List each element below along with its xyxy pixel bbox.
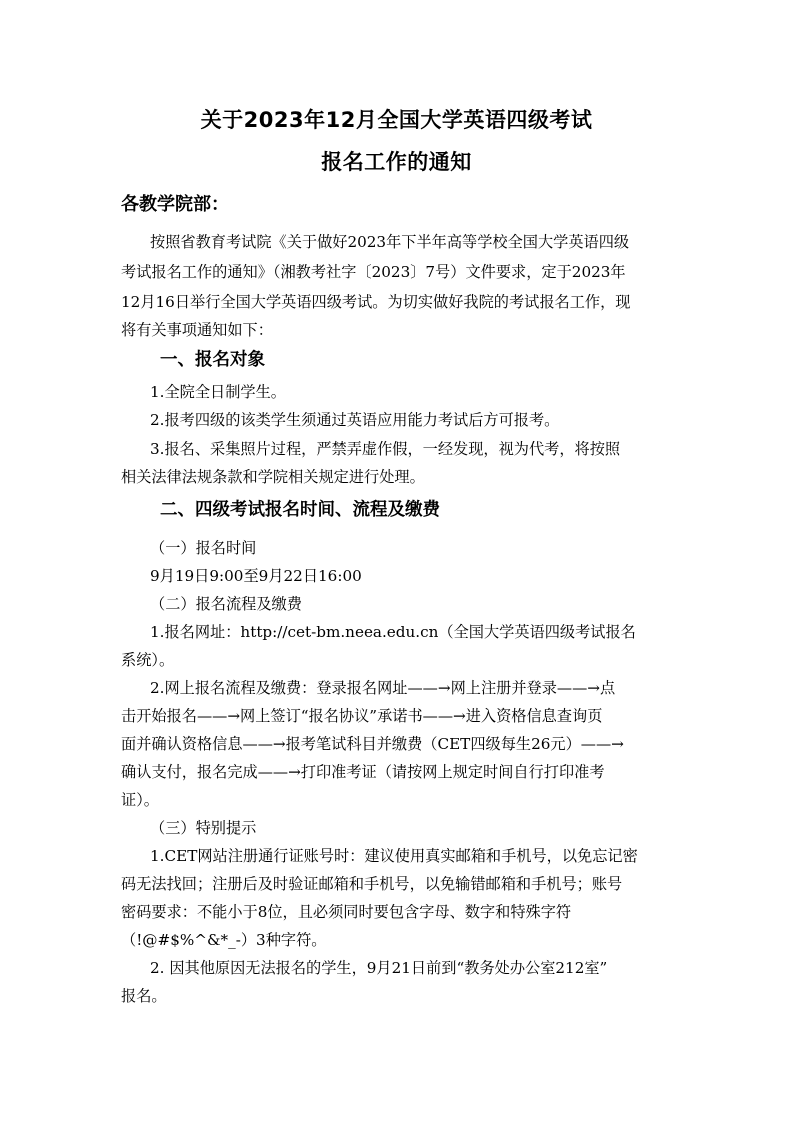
document-title-line-1: 关于2023年12月全国大学英语四级考试 xyxy=(200,108,593,132)
registration-url-line: 1.报名网址：http://cet-bm.neea.edu.cn（全国大学英语四级考试报名 xyxy=(150,623,636,641)
document-title-line-2: 报名工作的通知 xyxy=(321,150,472,174)
intro-line: 考试报名工作的通知》（湘教考社字〔2023〕7号）文件要求，定于2023年 xyxy=(121,263,626,281)
salutation: 各教学院部： xyxy=(121,194,229,215)
body-line: 密码要求：不能小于8位，且必须同时要包含字母、数字和特殊字符 xyxy=(121,903,572,921)
registration-time: 9月19日9:00至9月22日16:00 xyxy=(150,567,362,585)
section1-item: 相关法律法规条款和学院相关规定进行处理。 xyxy=(121,468,425,486)
section1-item: 1.全院全日制学生。 xyxy=(150,383,286,401)
body-line: （!@#$%^&*_-）3种字符。 xyxy=(121,931,327,949)
body-line: 报名。 xyxy=(121,987,167,1005)
body-line: 2. 因其他原因无法报名的学生，9月21日前到“教务处办公室212室” xyxy=(150,959,608,977)
body-line: 确认支付，报名完成——→打印准考证（请按网上规定时间自行打印准考 xyxy=(121,763,605,781)
body-line: 面并确认资格信息——→报考笔试科目并缴费（CET四级每生26元）——→ xyxy=(121,735,624,753)
body-line: 证）。 xyxy=(121,791,159,809)
body-line: 码无法找回；注册后及时验证邮箱和手机号，以免输错邮箱和手机号；账号 xyxy=(121,875,623,893)
section1-item: 2.报考四级的该类学生须通过英语应用能力考试后方可报考。 xyxy=(150,411,560,429)
body-line: 击开始报名——→网上签订“报名协议”承诺书——→进入资格信息查询页 xyxy=(121,707,603,725)
subsection-heading: （一）报名时间 xyxy=(150,539,257,557)
section1-item: 3.报名、采集照片过程，严禁弄虚作假，一经发现，视为代考，将按照 xyxy=(150,440,621,458)
intro-line: 按照省教育考试院《关于做好2023年下半年高等学校全国大学英语四级 xyxy=(150,233,630,251)
section-heading-1: 一、报名对象 xyxy=(160,350,265,370)
intro-line: 12月16日举行全国大学英语四级考试。为切实做好我院的考试报名工作，现 xyxy=(121,293,631,311)
intro-line: 将有关事项通知如下： xyxy=(121,321,273,339)
body-line: 1.CET网站注册通行证账号时：建议使用真实邮箱和手机号，以免忘记密 xyxy=(150,847,638,865)
subsection-heading: （三）特别提示 xyxy=(150,819,257,837)
body-line: 2.网上报名流程及缴费：登录报名网址——→网上注册并登录——→点 xyxy=(150,679,616,697)
body-line: 系统）。 xyxy=(121,651,175,669)
section-heading-2: 二、四级考试报名时间、流程及缴费 xyxy=(160,500,440,520)
subsection-heading: （二）报名流程及缴费 xyxy=(150,595,302,613)
